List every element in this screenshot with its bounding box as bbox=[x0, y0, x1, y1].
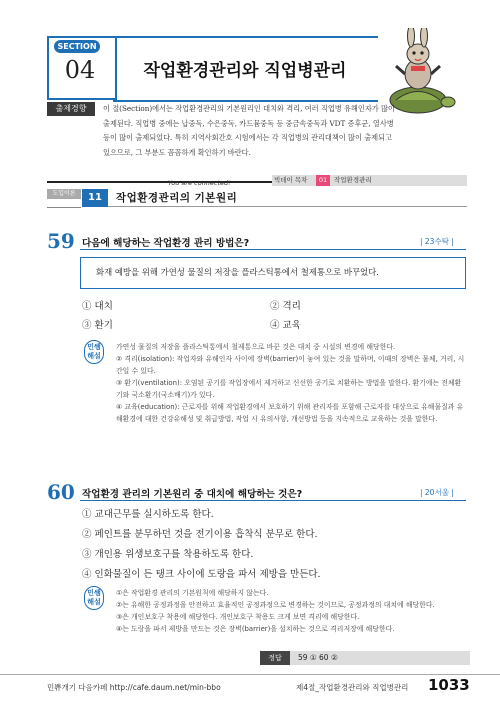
choice-item: ④ 인화물질이 든 탱크 사이에 도랑을 파서 제방을 만든다. bbox=[82, 569, 321, 580]
choice-item: ① 교대근무를 실시하도록 한다. bbox=[82, 509, 214, 520]
explanation-line: ②는 유해한 공정과정을 안전하고 효율적인 공정과정으로 변경하는 것이므로, 공정과정의 대치에 해당한다. bbox=[116, 601, 435, 609]
question-number: 59 bbox=[47, 229, 75, 253]
subsection-title: 작업환경관리의 기본원리 bbox=[116, 192, 238, 204]
choice-item: ① 대치 bbox=[82, 301, 113, 312]
section-number: 04 bbox=[64, 56, 96, 84]
answer-label: 정답 bbox=[260, 651, 290, 665]
page-title: 작업환경관리와 직업병관리 bbox=[143, 61, 347, 81]
explanation bbox=[116, 341, 466, 425]
badge-line: 민쌤 bbox=[87, 343, 101, 351]
explanation-line: ② 격리(isolation): 작업자와 유해인자 사이에 장벽(barrier)이 놓여 있는 것을 말하며, 이때의 장벽은 물체, 거리, 시간일 수 있다. bbox=[116, 355, 465, 375]
connected-label: You are connected! bbox=[168, 179, 231, 187]
explanation-line: ③은 개인보호구 착용에 해당한다. 개인보호구 착용도 크게 보면 격리에 해당한다. bbox=[116, 613, 360, 621]
question-rule bbox=[80, 500, 466, 501]
badge-line: 민쌤 bbox=[87, 589, 101, 597]
answer-bar bbox=[260, 651, 470, 665]
answer-values: 59 ① 60 ② bbox=[298, 653, 338, 662]
topic-name: 작업환경관리 bbox=[334, 176, 372, 184]
question-source: | 23수탁 | bbox=[420, 237, 454, 246]
question-box-text: 화재 예방을 위해 가연성 물질의 저장을 플라스틱통에서 철제통으로 바꾸었다. bbox=[96, 267, 379, 277]
frequency-label: 출제경향 bbox=[47, 102, 95, 116]
explanation-line: ①은 작업환경 관리의 기본원칙에 해당하지 않는다. bbox=[116, 589, 269, 597]
question-text: 다음에 해당하는 작업환경 관리 방법은? bbox=[82, 238, 250, 249]
subsection-label: 도입이론 bbox=[47, 189, 81, 199]
explanation bbox=[116, 587, 466, 635]
footer-cafe-link: 민쀼개기 다음카페 http://cafe.daum.net/min-bbo bbox=[47, 683, 221, 692]
subsection-underline bbox=[108, 206, 467, 207]
question-source: | 20서울 | bbox=[420, 488, 454, 497]
explanation-line: ④ 교육(education): 근로자를 위해 작업환경에서 보호하기 위해 관리자를 포함해 근로자를 대상으로 유해물질과 유해환경에 대한 건강유해성 및 취급방법, 작업 시 유의사항, 개선방법 등을 지속적으로 교육하는 것을 말한다. bbox=[116, 403, 464, 423]
choice-item: ③ 환기 bbox=[82, 320, 113, 331]
choice-item: ③ 개인용 위생보호구를 착용하도록 한다. bbox=[82, 549, 254, 560]
choice-item: ② 격리 bbox=[270, 301, 301, 312]
section-label: SECTION bbox=[54, 40, 100, 53]
explanation-badge bbox=[84, 340, 104, 364]
explanation-line: 가연성 물질의 저장을 플라스틱통에서 철제통으로 바꾼 것은 대치 중 시설의 변경에 해당한다. bbox=[116, 343, 396, 351]
question-text: 작업환경 관리의 기본원리 중 대치에 해당하는 것은? bbox=[82, 489, 303, 500]
choice-item: ② 페인트를 분무하던 것을 전기이용 흡착식 분무로 한다. bbox=[82, 529, 318, 540]
subsection-bar bbox=[47, 199, 81, 208]
section-intro: 이 절(Section)에서는 작업환경관리의 기본원리인 대치와 격리, 여러 직업병 유해인자가 많이 출제된다. 직업병 중에는 납중독, 수은중독, 카드뮴중독 등 중금속중독과 VDT 증후군, 열사병 등이 많이 출제되었다. 특히 지역사회간호 시험에서는 각 직업병의 관리대책이 많이 출제되고 있으므로, 그 부분도 꼼꼼하게 확인하기 바란다. bbox=[103, 104, 395, 157]
choice-item: ④ 교육 bbox=[270, 320, 301, 331]
watch-label: 빅데이 목차 bbox=[274, 176, 308, 184]
explanation-badge bbox=[84, 586, 104, 610]
topic-number-badge: 01 bbox=[316, 175, 330, 186]
footer-divider bbox=[0, 674, 500, 675]
subsection-number: 11 bbox=[82, 189, 108, 207]
question-rule bbox=[80, 249, 466, 250]
footer-section-title: 제4절_작업환경관리와 직업병관리 bbox=[296, 683, 409, 692]
question-number: 60 bbox=[47, 480, 75, 504]
page-number: 1033 bbox=[428, 676, 470, 694]
explanation-line: ④는 도랑을 파서 제방을 만드는 것은 장벽(barrier)을 설치하는 것으로 격리저장에 해당한다. bbox=[116, 625, 395, 633]
explanation-line: ③ 환기(ventilation): 오염된 공기를 작업장에서 제거하고 신선한 공기로 치환하는 방법을 말한다. 환기에는 전체환기와 국소환기(국소배기)가 있다. bbox=[116, 379, 462, 399]
badge-line: 해설 bbox=[87, 352, 101, 360]
badge-line: 해설 bbox=[87, 598, 101, 606]
